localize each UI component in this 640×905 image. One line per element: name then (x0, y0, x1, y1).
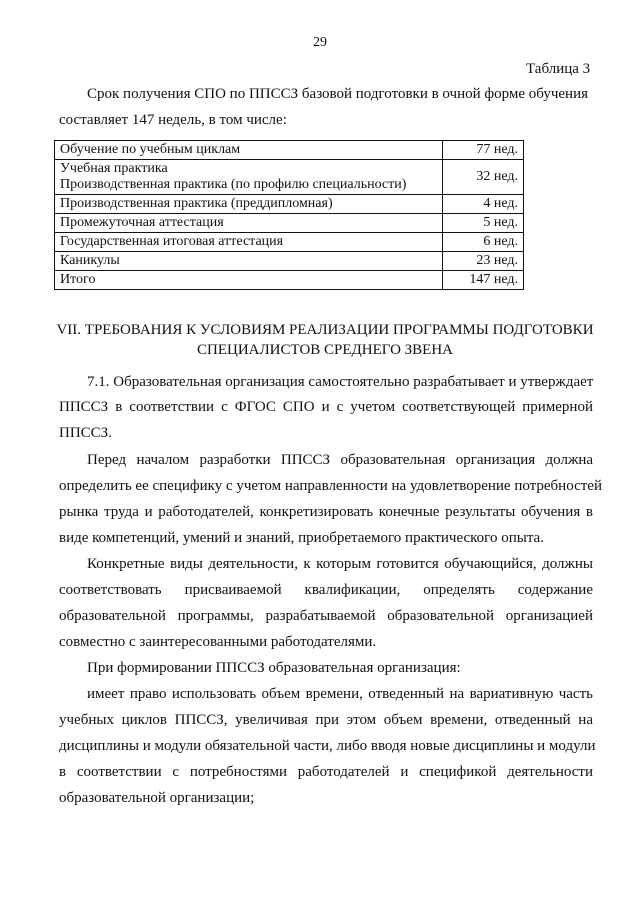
page-number: 29 (313, 35, 327, 50)
body-line: соответствовать присваиваемой квалификации, определять содержание (59, 582, 593, 598)
table-row (55, 233, 524, 252)
row-duration: 77 нед. (443, 141, 524, 160)
body-line: совместно с заинтересованными работодателями. (59, 634, 377, 650)
body-line: Конкретные виды деятельности, к которым готовится обучающийся, должны (87, 556, 593, 572)
row-duration: 6 нед. (443, 233, 524, 252)
body-line: Перед началом разработки ППССЗ образовательная организация должна (87, 452, 593, 468)
table-row (55, 271, 524, 290)
body-line: учебных циклов ППССЗ, увеличивая при этом объем времени, отведенный на (59, 712, 593, 728)
table-label: Таблица 3 (526, 61, 591, 77)
intro-line-1: Срок получения СПО по ППССЗ базовой подготовки в очной форме обучения (87, 86, 588, 102)
row-duration: 5 нед. (443, 214, 524, 233)
row-label: Каникулы (55, 252, 443, 271)
row-label: Обучение по учебным циклам (55, 141, 443, 160)
table-row (55, 214, 524, 233)
table-row (55, 160, 524, 195)
row-label: Учебная практика Производственная практика (по профилю специальности) (55, 160, 443, 195)
body-line: образовательной программы, разрабатываемой образовательной организацией (59, 608, 593, 624)
body-line: 7.1. Образовательная организация самостоятельно разрабатывает и утверждает (87, 374, 594, 390)
body-line: рынка труда и работодателей, конкретизировать конечные результаты обучения в (59, 504, 593, 520)
body-line: имеет право использовать объем времени, отведенный на вариативную часть (87, 686, 593, 702)
table-row (55, 252, 524, 271)
section-heading-line-1: VII. ТРЕБОВАНИЯ К УСЛОВИЯМ РЕАЛИЗАЦИИ ПРОГРАММЫ ПОДГОТОВКИ (56, 322, 594, 338)
row-label: Итого (55, 271, 443, 290)
body-line: образовательной организации; (59, 790, 255, 806)
row-duration: 147 нед. (443, 271, 524, 290)
body-line: определить ее специфику с учетом направленности на удовлетворение потребностей (59, 478, 602, 494)
row-duration: 23 нед. (443, 252, 524, 271)
study-term-table (54, 140, 524, 290)
body-line: ППССЗ в соответствии с ФГОС СПО и с учетом соответствующей примерной (59, 399, 593, 415)
row-label: Производственная практика (преддипломная) (55, 195, 443, 214)
section-heading (40, 320, 610, 360)
body-line: дисциплины и модули обязательной части, либо вводя новые дисциплины и модули (59, 738, 596, 754)
row-duration: 4 нед. (443, 195, 524, 214)
body-line: виде компетенций, умений и знаний, приобретаемого практического опыта. (59, 530, 544, 546)
table-row (55, 141, 524, 160)
intro-line-2: составляет 147 недель, в том числе: (59, 112, 287, 128)
body-line: в соответствии с потребностями работодателей и спецификой деятельности (59, 764, 593, 780)
section-heading-line-2: СПЕЦИАЛИСТОВ СРЕДНЕГО ЗВЕНА (196, 342, 454, 358)
body-line: При формировании ППССЗ образовательная организация: (87, 660, 461, 676)
table-row (55, 195, 524, 214)
body-line: ППССЗ. (59, 425, 112, 441)
row-label: Государственная итоговая аттестация (55, 233, 443, 252)
row-duration: 32 нед. (443, 160, 524, 195)
row-label: Промежуточная аттестация (55, 214, 443, 233)
